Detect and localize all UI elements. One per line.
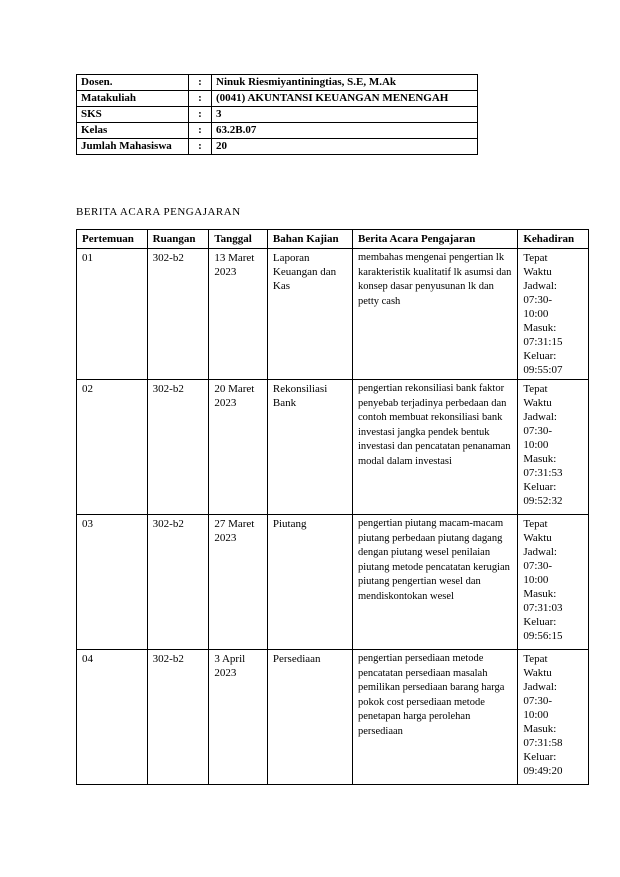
cell-pertemuan: 04: [77, 650, 148, 785]
info-row-kelas: [77, 123, 478, 139]
cell-ruangan: 302-b2: [147, 515, 209, 650]
table-row: [77, 515, 589, 650]
info-separator: :: [189, 123, 212, 139]
cell-ruangan: 302-b2: [147, 249, 209, 380]
kehadiran-line: Masuk:: [523, 588, 557, 600]
cell-bahan-kajian: Rekonsiliasi Bank: [267, 380, 352, 515]
kehadiran-line: 07:31:58: [523, 737, 563, 749]
cell-ruangan: 302-b2: [147, 380, 209, 515]
kehadiran-line: 10:00: [523, 709, 549, 721]
kehadiran-line: 10:00: [523, 574, 549, 586]
kehadiran-line: Jadwal:: [523, 411, 557, 423]
info-row-sks: [77, 107, 478, 123]
course-info-table: [76, 74, 478, 155]
info-value-jumlah-mahasiswa: 20: [212, 139, 478, 155]
cell-tanggal: 3 April 2023: [209, 650, 268, 785]
kehadiran-line: Waktu: [523, 397, 552, 409]
info-row-dosen: [77, 75, 478, 91]
table-row: [77, 380, 589, 515]
kehadiran-line: 07:30-: [523, 695, 553, 707]
cell-berita-acara: pengertian persediaan metode pencatatan persediaan masalah pemilikan persediaan barang harga pokok cost persediaan metode penetapan harga perolehan persediaan: [353, 650, 518, 785]
kehadiran-line: 07:31:53: [523, 467, 563, 479]
kehadiran-line: 09:56:15: [523, 630, 563, 642]
header-berita-acara: Berita Acara Pengajaran: [353, 230, 518, 249]
cell-bahan-kajian: Piutang: [267, 515, 352, 650]
cell-berita-acara: membahas mengenai pengertian lk karakteristik kualitatif lk asumsi dan konsep dasar penyusunan lk dan petty cash: [353, 249, 518, 380]
cell-tanggal: 20 Maret 2023: [209, 380, 268, 515]
table-row: [77, 650, 589, 785]
kehadiran-line: Jadwal:: [523, 546, 557, 558]
info-separator: :: [189, 107, 212, 123]
kehadiran-line: 10:00: [523, 308, 549, 320]
info-label: Dosen.: [77, 75, 189, 91]
cell-kehadiran: [518, 650, 589, 785]
info-label: Matakuliah: [77, 91, 189, 107]
cell-ruangan: 302-b2: [147, 650, 209, 785]
header-bahan-kajian: Bahan Kajian: [267, 230, 352, 249]
info-value-dosen: Ninuk Riesmiyantiningtias, S.E, M.Ak: [212, 75, 478, 91]
kehadiran-line: 09:55:07: [523, 364, 563, 376]
kehadiran-line: 10:00: [523, 439, 549, 451]
kehadiran-line: Keluar:: [523, 616, 557, 628]
kehadiran-line: Waktu: [523, 266, 552, 278]
kehadiran-line: 07:30-: [523, 560, 553, 572]
kehadiran-line: Jadwal:: [523, 681, 557, 693]
cell-berita-acara: pengertian rekonsiliasi bank faktor penyebab terjadinya perbedaan dan contoh membuat rekonsiliasi bank investasi jangka pendek bentuk investasi dan pencatatan penanaman modal dalam investasi: [353, 380, 518, 515]
kehadiran-line: 07:30-: [523, 294, 553, 306]
kehadiran-line: Waktu: [523, 532, 552, 544]
header-tanggal: Tanggal: [209, 230, 268, 249]
kehadiran-line: 09:52:32: [523, 495, 563, 507]
cell-pertemuan: 02: [77, 380, 148, 515]
kehadiran-line: 07:31:03: [523, 602, 563, 614]
cell-kehadiran: [518, 249, 589, 380]
kehadiran-line: Tepat: [523, 653, 548, 665]
kehadiran-line: Waktu: [523, 667, 552, 679]
kehadiran-line: 07:31:15: [523, 336, 563, 348]
info-row-jumlah-mahasiswa: [77, 139, 478, 155]
cell-bahan-kajian: Persediaan: [267, 650, 352, 785]
cell-kehadiran: [518, 515, 589, 650]
kehadiran-line: 07:30-: [523, 425, 553, 437]
kehadiran-line: 09:49:20: [523, 765, 563, 777]
info-value-kelas: 63.2B.07: [212, 123, 478, 139]
kehadiran-line: Keluar:: [523, 481, 557, 493]
cell-tanggal: 13 Maret 2023: [209, 249, 268, 380]
cell-tanggal: 27 Maret 2023: [209, 515, 268, 650]
kehadiran-line: Tepat: [523, 252, 548, 264]
cell-kehadiran: [518, 380, 589, 515]
kehadiran-line: Masuk:: [523, 723, 557, 735]
cell-berita-acara: pengertian piutang macam-macam piutang perbedaan piutang dagang dengan piutang wesel penilaian piutang metode pencatatan kerugian piutang pengertian wesel dan mendiskontokan wesel: [353, 515, 518, 650]
header-ruangan: Ruangan: [147, 230, 209, 249]
kehadiran-line: Tepat: [523, 383, 548, 395]
info-label: Kelas: [77, 123, 189, 139]
cell-bahan-kajian: Laporan Keuangan dan Kas: [267, 249, 352, 380]
kehadiran-line: Masuk:: [523, 453, 557, 465]
info-value-sks: 3: [212, 107, 478, 123]
info-row-matakuliah: [77, 91, 478, 107]
header-kehadiran: Kehadiran: [518, 230, 589, 249]
info-separator: :: [189, 91, 212, 107]
kehadiran-line: Keluar:: [523, 350, 557, 362]
kehadiran-line: Keluar:: [523, 751, 557, 763]
teaching-record-table: [76, 229, 589, 785]
section-title: BERITA ACARA PENGAJARAN: [76, 206, 241, 218]
kehadiran-line: Masuk:: [523, 322, 557, 334]
info-value-matakuliah: (0041) AKUNTANSI KEUANGAN MENENGAH: [212, 91, 478, 107]
table-header-row: [77, 230, 589, 249]
header-pertemuan: Pertemuan: [77, 230, 148, 249]
info-label: Jumlah Mahasiswa: [77, 139, 189, 155]
table-row: [77, 249, 589, 380]
info-separator: :: [189, 139, 212, 155]
info-separator: :: [189, 75, 212, 91]
info-label: SKS: [77, 107, 189, 123]
kehadiran-line: Jadwal:: [523, 280, 557, 292]
cell-pertemuan: 01: [77, 249, 148, 380]
cell-pertemuan: 03: [77, 515, 148, 650]
kehadiran-line: Tepat: [523, 518, 548, 530]
